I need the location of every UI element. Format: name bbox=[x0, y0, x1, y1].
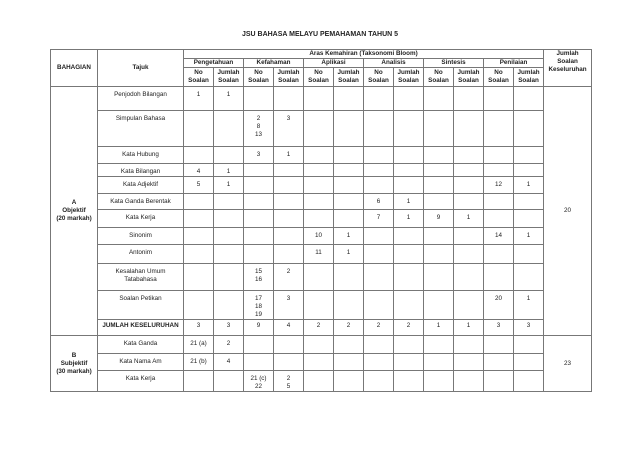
value-cell: 21 (b) bbox=[184, 354, 214, 371]
value-cell bbox=[334, 194, 364, 210]
value-cell bbox=[484, 210, 514, 228]
value-cell: 10 bbox=[304, 228, 334, 245]
value-cell: 3 bbox=[274, 111, 304, 147]
value-cell bbox=[214, 111, 244, 147]
value-cell bbox=[424, 291, 454, 320]
header-sub: No Soalan bbox=[484, 68, 514, 87]
value-cell bbox=[244, 177, 274, 194]
value-cell bbox=[454, 264, 484, 291]
value-cell bbox=[364, 87, 394, 111]
summary-cell: 3 bbox=[514, 320, 544, 336]
value-cell bbox=[394, 147, 424, 164]
summary-cell: 3 bbox=[214, 320, 244, 336]
value-cell bbox=[334, 371, 364, 392]
header-sub: Jumlah Soalan bbox=[214, 68, 244, 87]
topic-cell: Kata Kerja bbox=[98, 371, 184, 392]
value-cell: 1 bbox=[274, 147, 304, 164]
table-row bbox=[51, 245, 592, 264]
value-cell bbox=[454, 87, 484, 111]
value-cell: 1 bbox=[514, 228, 544, 245]
table-row bbox=[51, 177, 592, 194]
value-cell: 3 bbox=[244, 147, 274, 164]
value-cell bbox=[334, 111, 364, 147]
value-cell bbox=[484, 194, 514, 210]
value-cell: 1 bbox=[184, 87, 214, 111]
value-cell bbox=[394, 336, 424, 354]
topic-cell: Kata Nama Am bbox=[98, 354, 184, 371]
value-cell bbox=[364, 264, 394, 291]
value-cell bbox=[454, 354, 484, 371]
topic-cell: Sinonim bbox=[98, 228, 184, 245]
value-cell bbox=[274, 177, 304, 194]
value-cell bbox=[334, 291, 364, 320]
value-cell bbox=[394, 371, 424, 392]
value-cell bbox=[484, 164, 514, 177]
value-cell bbox=[514, 264, 544, 291]
value-cell bbox=[514, 354, 544, 371]
topic-cell: Penjodoh Bilangan bbox=[98, 87, 184, 111]
value-cell bbox=[334, 354, 364, 371]
value-cell bbox=[484, 371, 514, 392]
header-sub: Jumlah Soalan bbox=[334, 68, 364, 87]
value-cell bbox=[244, 228, 274, 245]
value-cell bbox=[184, 194, 214, 210]
value-cell: 12 bbox=[484, 177, 514, 194]
summary-cell: 2 bbox=[304, 320, 334, 336]
topic-cell: Kata Ganda bbox=[98, 336, 184, 354]
value-cell bbox=[454, 371, 484, 392]
section-total: 23 bbox=[544, 336, 592, 392]
value-cell bbox=[364, 147, 394, 164]
value-cell: 15 16 bbox=[244, 264, 274, 291]
value-cell bbox=[244, 164, 274, 177]
value-cell: 1 bbox=[214, 164, 244, 177]
value-cell: 11 bbox=[304, 245, 334, 264]
summary-cell: 3 bbox=[184, 320, 214, 336]
header-level: Kefahaman bbox=[244, 59, 304, 68]
value-cell bbox=[244, 354, 274, 371]
jsu-table bbox=[50, 49, 592, 392]
value-cell bbox=[394, 228, 424, 245]
value-cell bbox=[394, 87, 424, 111]
value-cell bbox=[394, 354, 424, 371]
value-cell bbox=[484, 147, 514, 164]
value-cell bbox=[484, 245, 514, 264]
value-cell bbox=[244, 194, 274, 210]
value-cell bbox=[304, 264, 334, 291]
value-cell bbox=[214, 264, 244, 291]
value-cell bbox=[184, 210, 214, 228]
value-cell bbox=[274, 210, 304, 228]
table-row bbox=[51, 371, 592, 392]
value-cell bbox=[514, 336, 544, 354]
value-cell bbox=[454, 245, 484, 264]
table-row bbox=[51, 228, 592, 245]
value-cell bbox=[244, 210, 274, 228]
topic-cell: Kata Bilangan bbox=[98, 164, 184, 177]
value-cell bbox=[184, 245, 214, 264]
value-cell bbox=[364, 228, 394, 245]
value-cell bbox=[274, 336, 304, 354]
topic-cell: Kata Ganda Berentak bbox=[98, 194, 184, 210]
value-cell bbox=[214, 291, 244, 320]
value-cell bbox=[214, 147, 244, 164]
value-cell bbox=[484, 111, 514, 147]
value-cell: 1 bbox=[214, 87, 244, 111]
value-cell bbox=[334, 336, 364, 354]
summary-cell: 1 bbox=[454, 320, 484, 336]
value-cell: 1 bbox=[334, 245, 364, 264]
header-level: Sintesis bbox=[424, 59, 484, 68]
table-row bbox=[51, 87, 592, 111]
value-cell bbox=[214, 228, 244, 245]
topic-cell: Simpulan Bahasa bbox=[98, 111, 184, 147]
value-cell bbox=[394, 177, 424, 194]
value-cell bbox=[514, 245, 544, 264]
value-cell bbox=[424, 177, 454, 194]
value-cell bbox=[214, 194, 244, 210]
value-cell bbox=[454, 336, 484, 354]
value-cell bbox=[244, 245, 274, 264]
value-cell bbox=[274, 87, 304, 111]
value-cell bbox=[424, 111, 454, 147]
value-cell: 7 bbox=[364, 210, 394, 228]
section-label: A Objektif (20 markah) bbox=[51, 87, 98, 336]
value-cell bbox=[424, 164, 454, 177]
value-cell bbox=[394, 291, 424, 320]
document-title: JSU BAHASA MELAYU PEMAHAMAN TAHUN 5 bbox=[241, 31, 399, 38]
value-cell bbox=[304, 147, 334, 164]
header-bahagian: BAHAGIAN bbox=[51, 50, 98, 87]
value-cell bbox=[184, 111, 214, 147]
value-cell: 3 bbox=[274, 291, 304, 320]
summary-cell: 2 bbox=[394, 320, 424, 336]
table-row bbox=[51, 194, 592, 210]
value-cell bbox=[244, 336, 274, 354]
header-level: Pengetahuan bbox=[184, 59, 244, 68]
value-cell: 2 bbox=[214, 336, 244, 354]
topic-cell: Soalan Petikan bbox=[98, 291, 184, 320]
header-sub: No Soalan bbox=[184, 68, 214, 87]
header-level: Aplikasi bbox=[304, 59, 364, 68]
value-cell bbox=[514, 371, 544, 392]
summary-cell: 4 bbox=[274, 320, 304, 336]
header-sub: Jumlah Soalan bbox=[454, 68, 484, 87]
value-cell bbox=[364, 371, 394, 392]
value-cell bbox=[304, 177, 334, 194]
value-cell bbox=[514, 210, 544, 228]
table-row bbox=[51, 354, 592, 371]
value-cell: 1 bbox=[454, 210, 484, 228]
table-row bbox=[51, 147, 592, 164]
value-cell bbox=[184, 228, 214, 245]
header-sub: Jumlah Soalan bbox=[394, 68, 424, 87]
value-cell bbox=[484, 264, 514, 291]
value-cell: 6 bbox=[364, 194, 394, 210]
value-cell: 1 bbox=[514, 177, 544, 194]
value-cell bbox=[304, 111, 334, 147]
summary-cell: 2 bbox=[334, 320, 364, 336]
value-cell bbox=[454, 177, 484, 194]
value-cell bbox=[214, 245, 244, 264]
summary-row bbox=[51, 320, 592, 336]
topic-cell: Kata Kerja bbox=[98, 210, 184, 228]
value-cell bbox=[304, 164, 334, 177]
value-cell bbox=[334, 177, 364, 194]
value-cell bbox=[454, 147, 484, 164]
value-cell bbox=[424, 228, 454, 245]
summary-cell: 2 bbox=[364, 320, 394, 336]
value-cell: 21 (c) 22 bbox=[244, 371, 274, 392]
value-cell bbox=[454, 111, 484, 147]
value-cell bbox=[454, 164, 484, 177]
value-cell bbox=[334, 264, 364, 291]
value-cell bbox=[364, 164, 394, 177]
value-cell: 20 bbox=[484, 291, 514, 320]
value-cell bbox=[214, 210, 244, 228]
value-cell bbox=[184, 147, 214, 164]
value-cell: 1 bbox=[334, 228, 364, 245]
value-cell bbox=[424, 194, 454, 210]
value-cell bbox=[364, 354, 394, 371]
summary-cell: 3 bbox=[484, 320, 514, 336]
value-cell bbox=[304, 371, 334, 392]
header-sub: No Soalan bbox=[244, 68, 274, 87]
value-cell bbox=[304, 354, 334, 371]
value-cell: 2 8 13 bbox=[244, 111, 274, 147]
value-cell bbox=[484, 87, 514, 111]
value-cell bbox=[184, 291, 214, 320]
value-cell: 2 5 bbox=[274, 371, 304, 392]
value-cell bbox=[184, 371, 214, 392]
value-cell bbox=[304, 210, 334, 228]
header-sub: Jumlah Soalan bbox=[274, 68, 304, 87]
value-cell: 4 bbox=[214, 354, 244, 371]
value-cell bbox=[274, 228, 304, 245]
value-cell bbox=[184, 264, 214, 291]
value-cell bbox=[484, 354, 514, 371]
value-cell: 17 18 19 bbox=[244, 291, 274, 320]
value-cell bbox=[424, 264, 454, 291]
value-cell bbox=[334, 87, 364, 111]
value-cell bbox=[244, 87, 274, 111]
value-cell bbox=[424, 354, 454, 371]
header-sub: Jumlah Soalan bbox=[514, 68, 544, 87]
value-cell: 21 (a) bbox=[184, 336, 214, 354]
value-cell bbox=[364, 111, 394, 147]
value-cell bbox=[514, 111, 544, 147]
section-label: B Subjektif (30 markah) bbox=[51, 336, 98, 392]
value-cell bbox=[514, 194, 544, 210]
value-cell bbox=[394, 245, 424, 264]
value-cell bbox=[394, 164, 424, 177]
value-cell: 4 bbox=[184, 164, 214, 177]
header-sub: No Soalan bbox=[304, 68, 334, 87]
summary-label: JUMLAH KESELURUHAN bbox=[98, 320, 184, 336]
value-cell bbox=[274, 194, 304, 210]
table-row bbox=[51, 336, 592, 354]
value-cell bbox=[304, 291, 334, 320]
value-cell: 14 bbox=[484, 228, 514, 245]
value-cell bbox=[454, 194, 484, 210]
value-cell bbox=[364, 177, 394, 194]
value-cell bbox=[514, 147, 544, 164]
value-cell bbox=[304, 87, 334, 111]
value-cell bbox=[364, 291, 394, 320]
value-cell bbox=[454, 291, 484, 320]
value-cell: 9 bbox=[424, 210, 454, 228]
header-level: Penilaian bbox=[484, 59, 544, 68]
topic-cell: Kata Adjektif bbox=[98, 177, 184, 194]
value-cell bbox=[394, 264, 424, 291]
header-tajuk: Tajuk bbox=[98, 50, 184, 87]
value-cell: 1 bbox=[394, 210, 424, 228]
value-cell: 2 bbox=[274, 264, 304, 291]
table-row bbox=[51, 210, 592, 228]
value-cell bbox=[364, 336, 394, 354]
value-cell bbox=[274, 164, 304, 177]
value-cell bbox=[484, 336, 514, 354]
value-cell: 1 bbox=[514, 291, 544, 320]
header-level: Analisis bbox=[364, 59, 424, 68]
summary-cell: 1 bbox=[424, 320, 454, 336]
topic-cell: Antonim bbox=[98, 245, 184, 264]
value-cell bbox=[424, 245, 454, 264]
value-cell bbox=[424, 336, 454, 354]
value-cell bbox=[424, 147, 454, 164]
value-cell: 1 bbox=[214, 177, 244, 194]
value-cell bbox=[334, 210, 364, 228]
value-cell: 1 bbox=[394, 194, 424, 210]
value-cell bbox=[214, 371, 244, 392]
table-row bbox=[51, 164, 592, 177]
value-cell bbox=[454, 228, 484, 245]
value-cell bbox=[394, 111, 424, 147]
value-cell bbox=[514, 87, 544, 111]
value-cell bbox=[514, 164, 544, 177]
value-cell bbox=[304, 336, 334, 354]
value-cell bbox=[274, 245, 304, 264]
table-row bbox=[51, 111, 592, 147]
value-cell bbox=[364, 245, 394, 264]
section-total: 20 bbox=[544, 87, 592, 336]
value-cell bbox=[334, 164, 364, 177]
topic-cell: Kata Hubung bbox=[98, 147, 184, 164]
value-cell bbox=[304, 194, 334, 210]
value-cell: 5 bbox=[184, 177, 214, 194]
table-row bbox=[51, 291, 592, 320]
topic-cell: Kesalahan Umum Tatabahasa bbox=[98, 264, 184, 291]
summary-cell: 9 bbox=[244, 320, 274, 336]
value-cell bbox=[424, 87, 454, 111]
value-cell bbox=[424, 371, 454, 392]
value-cell bbox=[274, 354, 304, 371]
value-cell bbox=[334, 147, 364, 164]
header-aras-kemahiran: Aras Kemahiran (Taksonomi Bloom) bbox=[184, 50, 544, 59]
table-row bbox=[51, 264, 592, 291]
header-jumlah-keseluruhan: Jumlah Soalan Keseluruhan bbox=[544, 50, 592, 87]
header-sub: No Soalan bbox=[424, 68, 454, 87]
header-sub: No Soalan bbox=[364, 68, 394, 87]
